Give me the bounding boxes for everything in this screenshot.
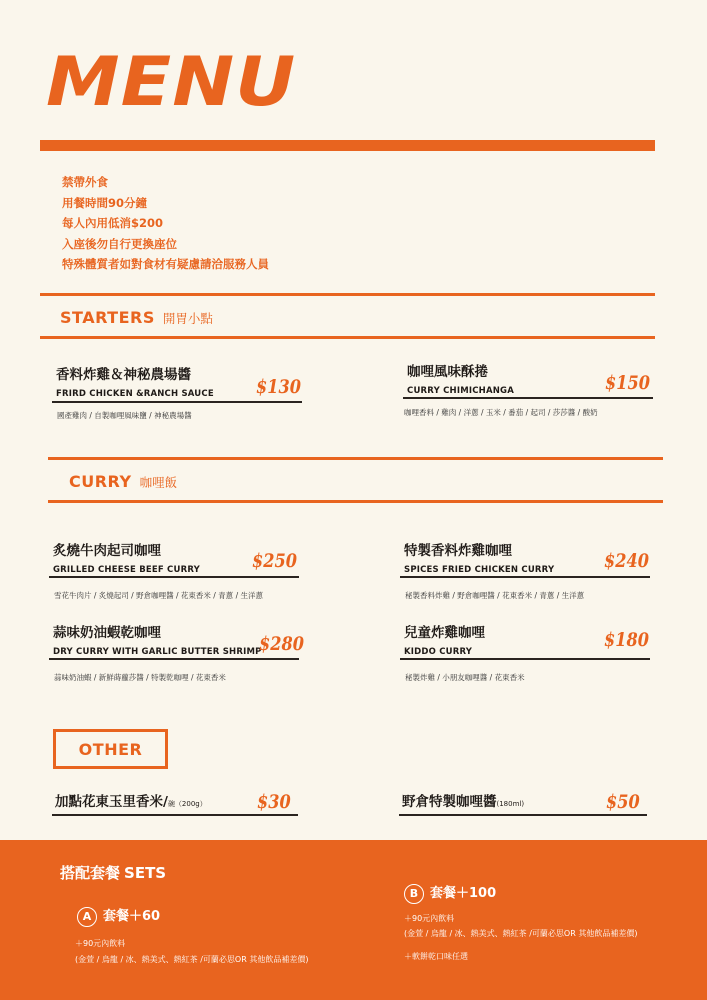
house-rules: [62, 172, 269, 275]
rule-item: 用餐時間90分鐘: [62, 195, 148, 210]
set-a-title: [77, 905, 160, 927]
set-b-name: 套餐＋100: [430, 886, 497, 901]
set-a: [77, 905, 160, 927]
menu-item: [404, 545, 554, 575]
item-name-zh: 特製香料炸雞咖哩: [404, 543, 512, 559]
item-unit: 碗（200g）: [167, 800, 207, 808]
item-name-zh: 蒜味奶油蝦乾咖哩: [53, 625, 161, 641]
sets-heading: [60, 862, 166, 883]
item-description: 咖哩香料 / 雞肉 / 洋蔥 / 玉米 / 番茄 / 起司 / 莎莎醬 / 酸奶: [404, 408, 598, 417]
set-b-title: [404, 882, 496, 904]
menu-title: MENU: [46, 42, 297, 122]
other-heading-box: [53, 729, 168, 769]
item-description: 國產雞肉 / 自製咖哩風味鹽 / 神秘農場醬: [57, 411, 192, 420]
set-a-name: 套餐＋60: [103, 909, 161, 924]
item-underline: [400, 658, 650, 660]
menu-item: [407, 366, 514, 396]
menu-item: [55, 796, 207, 810]
item-price: $30: [257, 791, 291, 813]
sets-heading-zh: 搭配套餐: [60, 864, 121, 882]
item-underline: [403, 397, 653, 399]
item-name-en: KIDDO CURRY: [404, 646, 473, 657]
item-underline: [52, 814, 298, 816]
starters-rule-bottom: [40, 336, 655, 339]
rule-item: 特殊體質者如對食材有疑慮請洽服務人員: [62, 257, 269, 272]
starters-heading-en: STARTERS: [60, 308, 155, 327]
rule-item: 每人內用低消$200: [62, 216, 164, 231]
starters-heading: [60, 308, 213, 327]
rule-item: 禁帶外食: [62, 175, 108, 189]
item-price: $180: [604, 629, 649, 651]
item-price: $250: [252, 550, 297, 572]
item-name-zh: [402, 796, 524, 810]
curry-rule-top: [48, 457, 663, 460]
item-description: 秘製香料炸雞 / 野倉咖哩醬 / 花東香米 / 青蔥 / 生洋蔥: [405, 591, 585, 600]
set-b-cookie: ＋軟餅乾口味任選: [404, 952, 468, 961]
set-b: [404, 882, 496, 904]
curry-heading: [69, 472, 177, 491]
starters-heading-zh: 開胃小點: [162, 311, 213, 326]
rule-item: 入座後勿自行更換座位: [62, 236, 177, 251]
menu-item: [53, 545, 200, 575]
item-name-en: CURRY CHIMICHANGA: [407, 385, 515, 396]
item-price: $280: [259, 633, 304, 655]
item-underline: [49, 576, 299, 578]
item-name-en: DRY CURRY WITH GARLIC BUTTER SHRIMP: [53, 646, 262, 657]
item-underline: [49, 658, 299, 660]
curry-heading-en: CURRY: [69, 472, 132, 491]
item-name-zh: 兒童炸雞咖哩: [404, 625, 485, 641]
item-name-en: FRIRD CHICKEN &RANCH SAUCE: [56, 388, 214, 399]
item-price: $50: [606, 791, 640, 813]
menu-item: [53, 627, 262, 657]
curry-rule-bottom: [48, 500, 663, 503]
item-name-zh: 炙燒牛肉起司咖哩: [53, 543, 161, 559]
starters-rule-top: [40, 293, 655, 296]
set-a-drink-options: (金萱 / 烏龍 / 冰、熱美式、熱紅茶 /可蘭必思OR 其他飲品補差價): [75, 955, 309, 964]
item-underline: [400, 576, 650, 578]
item-unit: (180ml): [496, 800, 525, 808]
menu-item: [404, 627, 485, 657]
item-underline: [52, 401, 302, 403]
item-description: 蒜味奶油蝦 / 新鮮蒔蘿莎醬 / 特製乾咖哩 / 花東香米: [54, 673, 226, 682]
set-a-badge: A: [77, 907, 97, 927]
sets-heading-en: SETS: [124, 864, 167, 882]
item-price: $130: [256, 376, 301, 398]
set-a-drink: ＋90元內飲料: [75, 939, 126, 948]
other-heading: OTHER: [78, 739, 143, 759]
item-description: 雪花牛肉片 / 炙燒起司 / 野倉咖哩醬 / 花東香米 / 青蔥 / 生洋蔥: [54, 591, 263, 600]
item-name-zh: 咖哩風味酥捲: [407, 364, 488, 380]
item-underline: [399, 814, 647, 816]
set-b-badge: B: [404, 884, 424, 904]
item-price: $150: [605, 372, 650, 394]
item-name-en: GRILLED CHEESE BEEF CURRY: [53, 564, 200, 575]
item-name-en: SPICES FRIED CHICKEN CURRY: [404, 564, 555, 575]
set-b-drink-options: (金萱 / 烏龍 / 冰、熱美式、熱紅茶 /可蘭必思OR 其他飲品補差價): [404, 929, 638, 938]
curry-heading-zh: 咖哩飯: [139, 475, 178, 490]
menu-item: [402, 796, 524, 810]
item-name-text: 加點花東玉里香米/: [55, 794, 168, 810]
item-name-zh: [55, 796, 207, 810]
set-b-drink: ＋90元內飲料: [404, 914, 455, 923]
title-divider: [40, 140, 655, 151]
item-name-zh: 香料炸雞＆神秘農場醬: [56, 367, 191, 383]
item-price: $240: [604, 550, 649, 572]
menu-item: [56, 369, 214, 399]
item-description: 秘製炸雞 / 小朋友咖哩醬 / 花東香米: [405, 673, 525, 682]
item-name-text: 野倉特製咖哩醬: [402, 794, 497, 810]
